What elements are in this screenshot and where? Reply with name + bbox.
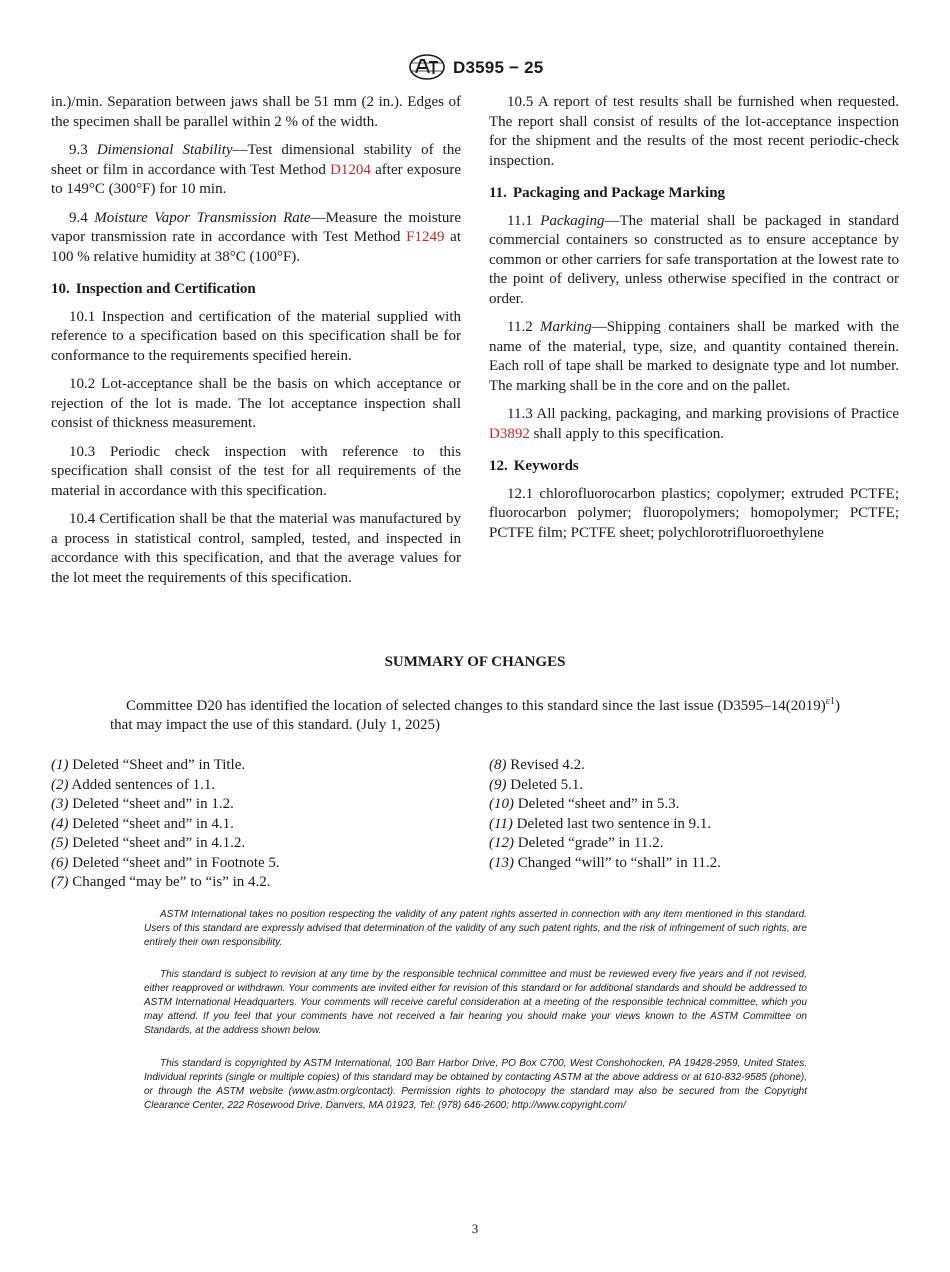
summary-title: SUMMARY OF CHANGES xyxy=(384,654,566,670)
paragraph-9-3: 9.3 Dimensional Stability—Test dimensional stability of the sheet or film in accordance with Test Method D1204 after exposure to 149°C (300°F) for 10 min. xyxy=(51,142,461,197)
change-item: (7) Changed “may be” to “is” in 4.2. xyxy=(51,874,271,890)
changes-list-left xyxy=(51,756,451,893)
change-item: (4) Deleted “sheet and” in 4.1. xyxy=(51,815,234,832)
paragraph-10-1: 10.1 Inspection and certification of the material supplied with reference to a specification based on this specification shall be for conformance to the requirements specified herein. xyxy=(51,308,461,364)
paragraph-9-2-continued: in.)/min. Separation between jaws shall be 51 mm (2 in.). Edges of the specimen shall be parallel within 2 % of the width. xyxy=(51,94,461,130)
paragraph-11-1: 11.1 Packaging—The material shall be packaged in standard commercial containers so constructed as to ensure acceptance by common or other carriers for safe transportation at the lowest rate to the point of delivery, unless otherwise specified in the contract or order. xyxy=(489,212,900,307)
paragraph-10-4: 10.4 Certification shall be that the material was manufactured by a process in statistical control, sampled, tested, and inspected in accordance with this specification, and that the average values for the lot meet the requirements of this specification. xyxy=(51,511,461,586)
right-column xyxy=(489,93,899,552)
page-number: 3 xyxy=(471,1221,479,1236)
change-item: (6) Deleted “sheet and” in Footnote 5. xyxy=(51,854,280,871)
paragraph-11-2: 11.2 Marking—Shipping containers shall be marked with the name of the material, type, size, and quantity contained therein. Each roll of tape shall be marked to designate type and lot number. The marking shall be in the core and on the pallet. xyxy=(489,319,900,394)
link-f1249[interactable]: F1249 xyxy=(406,229,445,245)
change-item: (10) Deleted “sheet and” in 5.3. xyxy=(489,796,680,812)
change-item: (9) Deleted 5.1. xyxy=(489,776,584,793)
page-header xyxy=(0,54,950,84)
change-item: (1) Deleted “Sheet and” in Title. xyxy=(51,757,246,773)
paragraph-12-1: 12.1 chlorofluorocarbon plastics; copolymer; extruded PCTFE; fluorocarbon polymer; fluoropolymers; homopolymer; PCTFE; PCTFE film; PCTFE sheet; polychlorotrifluoroethylene xyxy=(489,485,899,541)
patent-notice: ASTM International takes no position respecting the validity of any patent rights asserted in connection with any item mentioned in this standard. Users of this standard are expressly advised that determination of the validity of any such patent rights, and the risk of infringement of such rights, are entirely their own responsibility. xyxy=(144,909,807,948)
left-column xyxy=(51,93,461,597)
paragraph-10-5: 10.5 A report of test results shall be furnished when requested. The report shall consist of results of the lot-acceptance inspection for the shipment and the results of the most recent periodic-check inspection. xyxy=(489,94,899,169)
section-heading-10: 10. Inspection and Certification xyxy=(51,281,256,297)
change-item: (12) Deleted “grade” in 11.2. xyxy=(489,835,664,851)
copyright-notice: This standard is copyrighted by ASTM International, 100 Barr Harbor Drive, PO Box C700, West Conshohocken, PA 19428-2959, United States. Individual reprints (single or multiple copies) of this standard may be obtained by contacting ASTM at the above address or at 610-832-9585 (phone), or through the ASTM website (www.astm.org/contact). Permission rights to photocopy the standard may also be secured from the Copyright Clearance Center, 222 Rosewood Drive, Danvers, MA 01923, Tel: (978) 646-2600; http://www.copyright.com/ xyxy=(144,1058,807,1111)
change-item: (5) Deleted “sheet and” in 4.1.2. xyxy=(51,835,246,851)
changes-list-right xyxy=(489,756,889,873)
change-item: (3) Deleted “sheet and” in 1.2. xyxy=(51,796,234,812)
paragraph-11-3: 11.3 All packing, packaging, and marking provisions of Practice D3892 shall apply to this specification. xyxy=(489,406,899,442)
link-d3892[interactable]: D3892 xyxy=(489,425,530,442)
summary-intro: Committee D20 has identified the location of selected changes to this standard since the last issue $(D3595-14(2019)^{\varepsilon 1})$ that may impact the use of this standard. (July 1, 2025) xyxy=(110,696,840,733)
astm-logo-icon xyxy=(409,54,445,80)
link-d1204[interactable]: D1204 xyxy=(330,161,371,178)
section-heading-12: 12. Keywords xyxy=(489,458,579,474)
document-id: D3595 − 25 xyxy=(453,58,544,77)
section-heading-11: 11. Packaging and Package Marking xyxy=(489,185,726,201)
change-item: (2) Added sentences of 1.1. xyxy=(51,776,216,793)
change-item: (8) Revised 4.2. xyxy=(489,757,585,773)
paragraph-10-3: 10.3 Periodic check inspection with reference to this specification shall consist of the test for all requirements of the material in accordance with this specification. xyxy=(51,443,461,499)
paragraph-10-2: 10.2 Lot-acceptance shall be the basis on which acceptance or rejection of the lot is made. The lot acceptance inspection shall consist of thickness measurement. xyxy=(51,376,461,431)
change-item: (13) Changed “will” to “shall” in 11.2. xyxy=(489,854,721,871)
paragraph-9-4: 9.4 Moisture Vapor Transmission Rate—Measure the moisture vapor transmission rate in accordance with Test Method F1249 at 100 % relative humidity at 38°C (100°F). xyxy=(51,209,461,265)
change-item: (11) Deleted last two sentence in 9.1. xyxy=(489,815,712,832)
revision-notice: This standard is subject to revision at any time by the responsible technical committee and must be reviewed every five years and if not revised, either reapproved or withdrawn. Your comments are invited either for revision of this standard or for additional standards and should be addressed to ASTM International Headquarters. Your comments will receive careful consideration at a meeting of the responsible technical committee, which you may attend. If you feel that your comments have not received a fair hearing you should make your views known to the ASTM Committee on Standards, at the address shown below. xyxy=(144,969,807,1036)
